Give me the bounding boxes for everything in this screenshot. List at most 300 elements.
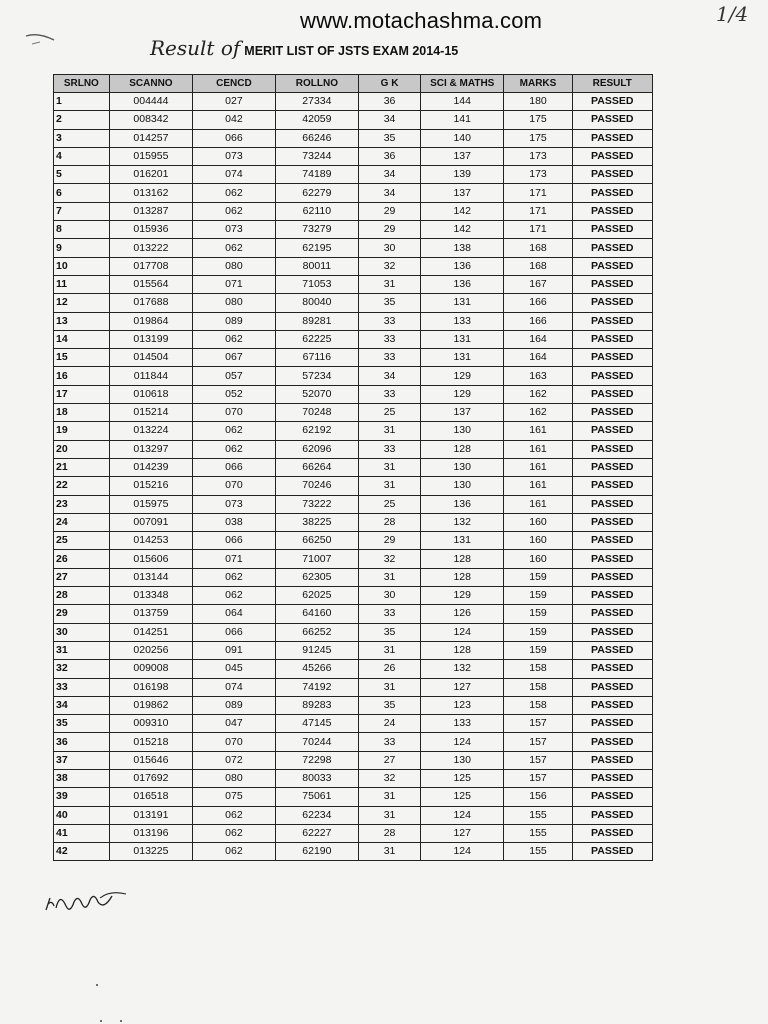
table-cell: PASSED <box>572 605 652 623</box>
table-cell: 131 <box>420 294 504 312</box>
table-cell: 89281 <box>275 312 359 330</box>
table-cell: 10 <box>54 257 110 275</box>
table-cell: 137 <box>420 404 504 422</box>
table-cell: 141 <box>420 111 504 129</box>
table-cell: 13 <box>54 312 110 330</box>
table-cell: 7 <box>54 202 110 220</box>
table-cell: 127 <box>420 824 504 842</box>
table-row <box>54 129 653 147</box>
table-cell: 157 <box>504 769 572 787</box>
table-cell: 80033 <box>275 769 359 787</box>
table-cell: 26 <box>359 660 421 678</box>
table-cell: PASSED <box>572 715 652 733</box>
table-cell: 35 <box>54 715 110 733</box>
table-cell: 80040 <box>275 294 359 312</box>
table-cell: 164 <box>504 330 572 348</box>
table-cell: 12 <box>54 294 110 312</box>
table-row <box>54 221 653 239</box>
table-cell: 25 <box>359 495 421 513</box>
table-cell: 130 <box>420 458 504 476</box>
table-cell: PASSED <box>572 221 652 239</box>
table-cell: PASSED <box>572 202 652 220</box>
table-cell: PASSED <box>572 147 652 165</box>
table-cell: 33 <box>54 678 110 696</box>
table-cell: 158 <box>504 660 572 678</box>
table-cell: PASSED <box>572 550 652 568</box>
table-cell: 38225 <box>275 513 359 531</box>
table-cell: 73244 <box>275 147 359 165</box>
column-header: RESULT <box>572 75 652 93</box>
table-cell: 66252 <box>275 623 359 641</box>
table-cell: 126 <box>420 605 504 623</box>
table-cell: 33 <box>359 440 421 458</box>
table-row <box>54 733 653 751</box>
table-cell: 013759 <box>109 605 193 623</box>
table-cell: 129 <box>420 587 504 605</box>
table-cell: 159 <box>504 605 572 623</box>
table-cell: 016518 <box>109 788 193 806</box>
table-cell: 016198 <box>109 678 193 696</box>
table-cell: 014239 <box>109 458 193 476</box>
table-cell: 074 <box>193 166 275 184</box>
table-cell: 9 <box>54 239 110 257</box>
table-cell: 26 <box>54 550 110 568</box>
table-cell: 5 <box>54 166 110 184</box>
table-row <box>54 202 653 220</box>
table-cell: 080 <box>193 294 275 312</box>
table-cell: PASSED <box>572 678 652 696</box>
site-url: www.motachashma.com <box>300 8 543 33</box>
table-cell: 161 <box>504 422 572 440</box>
table-cell: 29 <box>54 605 110 623</box>
table-cell: 129 <box>420 367 504 385</box>
table-cell: 080 <box>193 257 275 275</box>
table-cell: PASSED <box>572 275 652 293</box>
table-cell: PASSED <box>572 696 652 714</box>
table-cell: 062 <box>193 422 275 440</box>
table-cell: 073 <box>193 495 275 513</box>
table-cell: PASSED <box>572 166 652 184</box>
table-cell: 180 <box>504 93 572 111</box>
table-cell: 28 <box>359 824 421 842</box>
table-cell: 144 <box>420 93 504 111</box>
table-cell: 129 <box>420 385 504 403</box>
table-cell: 073 <box>193 221 275 239</box>
table-cell: 052 <box>193 385 275 403</box>
table-cell: 42059 <box>275 111 359 129</box>
table-cell: 067 <box>193 349 275 367</box>
table-cell: 27 <box>359 751 421 769</box>
table-cell: 009008 <box>109 660 193 678</box>
table-cell: 20 <box>54 440 110 458</box>
table-cell: 161 <box>504 477 572 495</box>
table-cell: 72298 <box>275 751 359 769</box>
table-cell: 133 <box>420 312 504 330</box>
table-body <box>54 93 653 861</box>
table-cell: 62234 <box>275 806 359 824</box>
table-cell: 074 <box>193 678 275 696</box>
table-cell: 157 <box>504 733 572 751</box>
table-cell: 015564 <box>109 275 193 293</box>
table-cell: 80011 <box>275 257 359 275</box>
table-cell: 41 <box>54 824 110 842</box>
table-cell: 015646 <box>109 751 193 769</box>
ink-speck <box>100 1020 102 1022</box>
table-cell: 30 <box>359 587 421 605</box>
table-cell: 32 <box>359 769 421 787</box>
table-cell: 16 <box>54 367 110 385</box>
table-cell: 173 <box>504 166 572 184</box>
table-cell: PASSED <box>572 513 652 531</box>
table-cell: 163 <box>504 367 572 385</box>
table-cell: PASSED <box>572 477 652 495</box>
table-cell: 071 <box>193 275 275 293</box>
table-cell: PASSED <box>572 806 652 824</box>
table-cell: 22 <box>54 477 110 495</box>
table-cell: PASSED <box>572 587 652 605</box>
table-cell: 124 <box>420 623 504 641</box>
table-cell: 28 <box>54 587 110 605</box>
table-cell: 013144 <box>109 568 193 586</box>
table-cell: 013196 <box>109 824 193 842</box>
table-cell: 124 <box>420 806 504 824</box>
table-cell: 124 <box>420 733 504 751</box>
table-cell: 015955 <box>109 147 193 165</box>
table-cell: 36 <box>359 93 421 111</box>
column-header: MARKS <box>504 75 572 93</box>
table-cell: 38 <box>54 769 110 787</box>
table-cell: 013287 <box>109 202 193 220</box>
table-cell: 130 <box>420 751 504 769</box>
table-cell: PASSED <box>572 294 652 312</box>
table-cell: 016201 <box>109 166 193 184</box>
table-cell: 015975 <box>109 495 193 513</box>
table-row <box>54 806 653 824</box>
table-cell: 014251 <box>109 623 193 641</box>
table-cell: 42 <box>54 843 110 861</box>
table-cell: 74189 <box>275 166 359 184</box>
table-cell: 71053 <box>275 275 359 293</box>
table-cell: 160 <box>504 550 572 568</box>
table-cell: 33 <box>359 312 421 330</box>
table-cell: 064 <box>193 605 275 623</box>
table-cell: PASSED <box>572 623 652 641</box>
table-cell: 013222 <box>109 239 193 257</box>
table-row <box>54 660 653 678</box>
table-cell: 066 <box>193 129 275 147</box>
table-cell: 4 <box>54 147 110 165</box>
table-cell: 35 <box>359 623 421 641</box>
table-row <box>54 623 653 641</box>
table-cell: 089 <box>193 312 275 330</box>
table-cell: 161 <box>504 458 572 476</box>
table-cell: 017692 <box>109 769 193 787</box>
table-cell: 35 <box>359 294 421 312</box>
table-cell: 019864 <box>109 312 193 330</box>
column-header: ROLLNO <box>275 75 359 93</box>
table-cell: 136 <box>420 275 504 293</box>
table-cell: 157 <box>504 715 572 733</box>
table-cell: 31 <box>359 641 421 659</box>
table-cell: 66264 <box>275 458 359 476</box>
table-cell: 11 <box>54 275 110 293</box>
table-cell: 138 <box>420 239 504 257</box>
table-cell: 62195 <box>275 239 359 257</box>
table-cell: 70244 <box>275 733 359 751</box>
table-cell: 64160 <box>275 605 359 623</box>
table-cell: 047 <box>193 715 275 733</box>
table-cell: 40 <box>54 806 110 824</box>
table-cell: 70248 <box>275 404 359 422</box>
table-cell: 66250 <box>275 532 359 550</box>
table-cell: 52070 <box>275 385 359 403</box>
table-cell: 31 <box>359 477 421 495</box>
table-row <box>54 312 653 330</box>
table-cell: 62225 <box>275 330 359 348</box>
table-cell: 013199 <box>109 330 193 348</box>
table-cell: 062 <box>193 568 275 586</box>
table-cell: PASSED <box>572 111 652 129</box>
table-row <box>54 532 653 550</box>
table-cell: PASSED <box>572 495 652 513</box>
table-cell: 130 <box>420 422 504 440</box>
table-cell: 015606 <box>109 550 193 568</box>
table-cell: 013191 <box>109 806 193 824</box>
table-cell: 159 <box>504 641 572 659</box>
table-cell: 072 <box>193 751 275 769</box>
table-cell: 171 <box>504 202 572 220</box>
table-cell: 062 <box>193 587 275 605</box>
table-cell: 27334 <box>275 93 359 111</box>
table-cell: 125 <box>420 769 504 787</box>
table-cell: 18 <box>54 404 110 422</box>
table-cell: 164 <box>504 349 572 367</box>
column-header: SRLNO <box>54 75 110 93</box>
page-marker: 1/4 <box>716 2 749 26</box>
table-cell: 15 <box>54 349 110 367</box>
table-cell: 159 <box>504 587 572 605</box>
table-cell: 29 <box>359 532 421 550</box>
table-cell: 073 <box>193 147 275 165</box>
table-cell: PASSED <box>572 385 652 403</box>
table-cell: 019862 <box>109 696 193 714</box>
table-cell: 140 <box>420 129 504 147</box>
table-cell: PASSED <box>572 641 652 659</box>
table-cell: 171 <box>504 221 572 239</box>
table-cell: 008342 <box>109 111 193 129</box>
table-cell: 33 <box>359 605 421 623</box>
table-row <box>54 458 653 476</box>
table-cell: 014253 <box>109 532 193 550</box>
table-cell: 34 <box>359 184 421 202</box>
table-cell: 32 <box>359 257 421 275</box>
table-cell: 007091 <box>109 513 193 531</box>
table-cell: 35 <box>359 696 421 714</box>
table-cell: 062 <box>193 824 275 842</box>
table-cell: 173 <box>504 147 572 165</box>
table-cell: 39 <box>54 788 110 806</box>
table-cell: 155 <box>504 843 572 861</box>
table-cell: 168 <box>504 257 572 275</box>
table-cell: 70246 <box>275 477 359 495</box>
ink-speck <box>120 1020 122 1022</box>
table-cell: 013224 <box>109 422 193 440</box>
table-cell: 015936 <box>109 221 193 239</box>
column-header: SCI & MATHS <box>420 75 504 93</box>
table-cell: 004444 <box>109 93 193 111</box>
table-cell: 160 <box>504 513 572 531</box>
table-row <box>54 349 653 367</box>
table-row <box>54 184 653 202</box>
table-cell: 020256 <box>109 641 193 659</box>
table-row <box>54 751 653 769</box>
table-cell: 158 <box>504 678 572 696</box>
table-cell: 62192 <box>275 422 359 440</box>
column-header: SCANNO <box>109 75 193 93</box>
table-cell: 042 <box>193 111 275 129</box>
table-cell: 66246 <box>275 129 359 147</box>
table-cell: 136 <box>420 257 504 275</box>
table-cell: 21 <box>54 458 110 476</box>
table-row <box>54 404 653 422</box>
table-cell: 128 <box>420 641 504 659</box>
table-cell: 33 <box>359 733 421 751</box>
table-cell: 67116 <box>275 349 359 367</box>
table-cell: 136 <box>420 495 504 513</box>
table-cell: 159 <box>504 623 572 641</box>
table-cell: 31 <box>359 275 421 293</box>
table-cell: 30 <box>54 623 110 641</box>
table-cell: 015216 <box>109 477 193 495</box>
table-cell: 28 <box>359 513 421 531</box>
table-cell: 130 <box>420 477 504 495</box>
merit-list-table <box>53 74 653 861</box>
table-cell: 31 <box>359 422 421 440</box>
table-cell: PASSED <box>572 422 652 440</box>
table-cell: 155 <box>504 824 572 842</box>
table-row <box>54 330 653 348</box>
column-header: CENCD <box>193 75 275 93</box>
table-row <box>54 166 653 184</box>
table-cell: 74192 <box>275 678 359 696</box>
table-cell: 47145 <box>275 715 359 733</box>
table-cell: 162 <box>504 404 572 422</box>
table-cell: PASSED <box>572 129 652 147</box>
table-cell: 127 <box>420 678 504 696</box>
table-row <box>54 605 653 623</box>
table-row <box>54 587 653 605</box>
table-cell: 31 <box>54 641 110 659</box>
table-cell: 167 <box>504 275 572 293</box>
table-cell: 142 <box>420 202 504 220</box>
table-cell: 34 <box>359 111 421 129</box>
table-cell: 131 <box>420 330 504 348</box>
column-header: G K <box>359 75 421 93</box>
table-cell: 175 <box>504 111 572 129</box>
table-cell: PASSED <box>572 751 652 769</box>
table-cell: 128 <box>420 440 504 458</box>
table-cell: PASSED <box>572 824 652 842</box>
table-cell: 36 <box>54 733 110 751</box>
table-cell: 25 <box>359 404 421 422</box>
table-row <box>54 843 653 861</box>
table-row <box>54 294 653 312</box>
table-cell: 155 <box>504 806 572 824</box>
table-cell: 062 <box>193 843 275 861</box>
table-cell: 071 <box>193 550 275 568</box>
table-cell: PASSED <box>572 769 652 787</box>
table-cell: 1 <box>54 93 110 111</box>
table-cell: 62305 <box>275 568 359 586</box>
table-row <box>54 495 653 513</box>
table-cell: 175 <box>504 129 572 147</box>
table-cell: 017688 <box>109 294 193 312</box>
table-cell: 14 <box>54 330 110 348</box>
table-cell: 014257 <box>109 129 193 147</box>
table-cell: 062 <box>193 330 275 348</box>
table-cell: 36 <box>359 147 421 165</box>
table-row <box>54 385 653 403</box>
table-cell: 17 <box>54 385 110 403</box>
table-cell: 62190 <box>275 843 359 861</box>
table-row <box>54 824 653 842</box>
table-cell: 45266 <box>275 660 359 678</box>
table-header-row <box>54 75 653 93</box>
table-cell: 062 <box>193 806 275 824</box>
table-cell: 009310 <box>109 715 193 733</box>
table-cell: 057 <box>193 367 275 385</box>
table-cell: 066 <box>193 532 275 550</box>
table-cell: 33 <box>359 330 421 348</box>
table-cell: PASSED <box>572 458 652 476</box>
table-cell: PASSED <box>572 367 652 385</box>
table-cell: 30 <box>359 239 421 257</box>
table-row <box>54 715 653 733</box>
pen-stroke-mark <box>24 28 64 50</box>
table-cell: 35 <box>359 129 421 147</box>
table-cell: 19 <box>54 422 110 440</box>
table-cell: 34 <box>359 367 421 385</box>
table-cell: PASSED <box>572 440 652 458</box>
table-cell: 29 <box>359 221 421 239</box>
table-cell: 57234 <box>275 367 359 385</box>
table-cell: 34 <box>359 166 421 184</box>
table-cell: 062 <box>193 440 275 458</box>
table-row <box>54 440 653 458</box>
table-cell: 089 <box>193 696 275 714</box>
table-cell: 132 <box>420 513 504 531</box>
table-cell: PASSED <box>572 349 652 367</box>
table-cell: 91245 <box>275 641 359 659</box>
table-cell: PASSED <box>572 404 652 422</box>
table-row <box>54 367 653 385</box>
table-cell: PASSED <box>572 257 652 275</box>
table-cell: 156 <box>504 788 572 806</box>
table-cell: PASSED <box>572 312 652 330</box>
table-cell: 31 <box>359 806 421 824</box>
table-row <box>54 678 653 696</box>
table-cell: 091 <box>193 641 275 659</box>
table-cell: PASSED <box>572 532 652 550</box>
table-cell: 162 <box>504 385 572 403</box>
table-cell: 062 <box>193 184 275 202</box>
table-row <box>54 513 653 531</box>
table-cell: 31 <box>359 458 421 476</box>
table-row <box>54 477 653 495</box>
table-cell: 128 <box>420 550 504 568</box>
table-cell: 29 <box>359 202 421 220</box>
table-cell: PASSED <box>572 660 652 678</box>
